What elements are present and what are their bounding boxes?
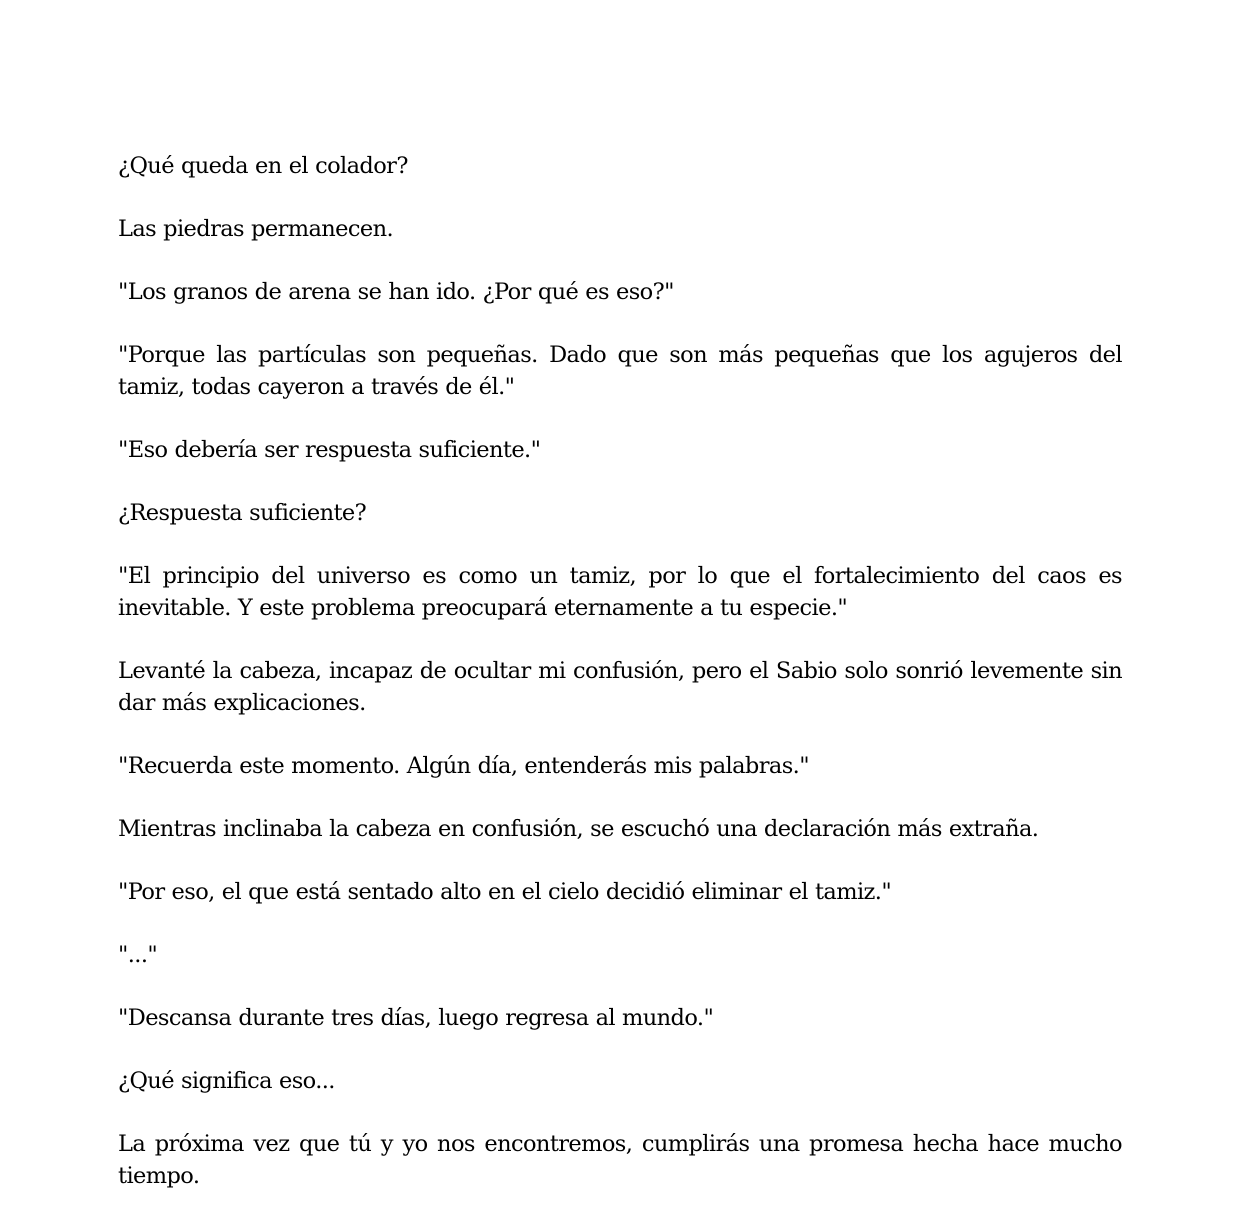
paragraph-12: "..." — [118, 942, 158, 968]
document-page — [118, 150, 1122, 1223]
paragraph-1: ¿Qué queda en el colador? — [118, 153, 408, 179]
paragraph-7: "El principio del universo es como un tamiz, por lo que el fortalecimiento del caos es inevitable. Y este problema preocupará eternamente a tu especie." — [118, 563, 1122, 621]
paragraph-5: "Eso debería ser respuesta suficiente." — [118, 437, 541, 463]
paragraph-8: Levanté la cabeza, incapaz de ocultar mi confusión, pero el Sabio solo sonrió levemente sin dar más explicaciones. — [118, 658, 1122, 716]
paragraph-4: "Porque las partículas son pequeñas. Dado que son más pequeñas que los agujeros del tamiz, todas cayeron a través de él." — [118, 342, 1122, 400]
paragraph-9: "Recuerda este momento. Algún día, entenderás mis palabras." — [118, 753, 809, 779]
paragraph-13: "Descansa durante tres días, luego regresa al mundo." — [118, 1005, 714, 1031]
paragraph-11: "Por eso, el que está sentado alto en el cielo decidió eliminar el tamiz." — [118, 879, 892, 905]
paragraph-10: Mientras inclinaba la cabeza en confusión, se escuchó una declaración más extraña. — [118, 816, 1039, 842]
paragraph-2: Las piedras permanecen. — [118, 216, 394, 242]
paragraph-6: ¿Respuesta suficiente? — [118, 500, 367, 526]
paragraph-15: La próxima vez que tú y yo nos encontremos, cumplirás una promesa hecha hace mucho tiempo. — [118, 1131, 1122, 1189]
paragraph-3: "Los granos de arena se han ido. ¿Por qué es eso?" — [118, 279, 674, 305]
paragraph-14: ¿Qué significa eso... — [118, 1068, 335, 1094]
